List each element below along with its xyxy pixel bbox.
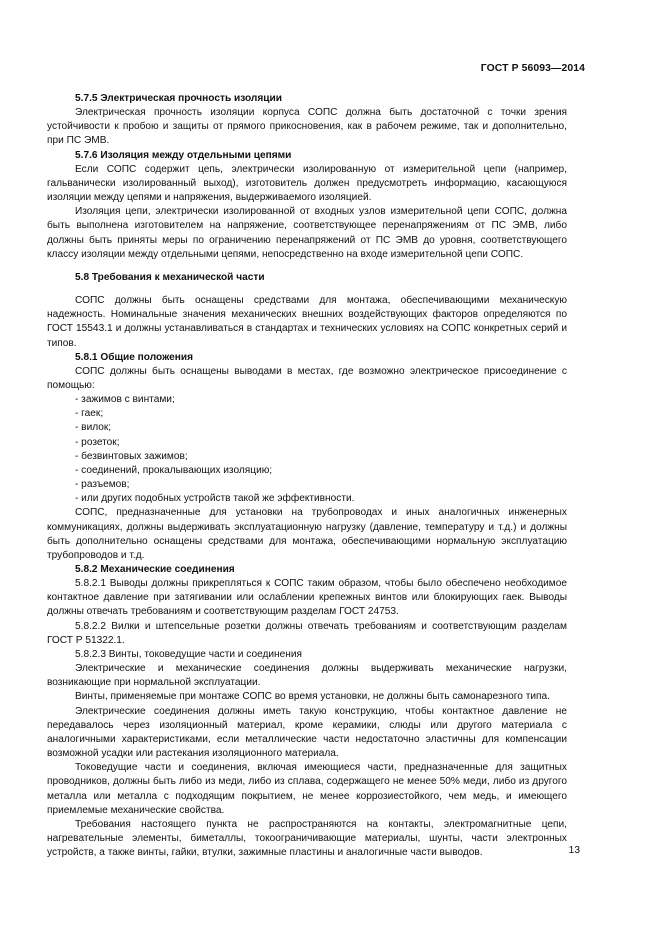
paragraph: СОПС должны быть оснащены средствами для монтажа, обеспечивающими механическую надежность. Номинальные значения механических внешних воздействующих факторов определяются по ГОСТ 15543.1 и должны устанавливаться в стандартах и технических условиях на СОПС конкретных серий и типов. [47, 295, 567, 349]
paragraph: Если СОПС содержит цепь, электрически изолированную от измерительной цепи (например, гальванически изолированный выход), изготовитель должен предусмотреть информацию, касающуюся изоляции между цепями и напряжения, выдерживаемого изоляцией. [47, 163, 567, 204]
section-heading-5-8: 5.8 Требования к механической части [75, 271, 265, 283]
list-item: - или других подобных устройств такой же эффективности. [75, 493, 355, 505]
paragraph: Токоведущие части и соединения, включая имеющиеся части, предназначенные для защитных проводников, должны быть либо из меди, либо из сплава, содержащего не менее 50% меди, либо из другого металла или металла с подходящим покрытием, не менее коррозиестойкого, чем медь, и имеющего приемлемые механические свойства. [47, 762, 567, 816]
list-item: - безвинтовых зажимов; [75, 450, 188, 462]
paragraph: Изоляция цепи, электрически изолированной от входных узлов измерительной цепи СОПС, должна быть выполнена изготовителем на напряжение, соответствующее перенапряжениям от ПС ЭМВ, либо должны быть приняты меры по ограничению перенапряжений от ПС ЭМВ до уровня, соответствующего классу изоляции между отдельными цепями, непосредственно на входе измерительной цепи СОПС. [47, 206, 567, 260]
paragraph: 5.8.2.3 Винты, токоведущие части и соединения [75, 648, 302, 660]
paragraph: Электрические и механические соединения должны выдерживать механические нагрузки, возникающие при нормальной эксплуатации. [47, 663, 567, 689]
section-heading-5-8-1: 5.8.1 Общие положения [75, 351, 193, 363]
standard-designation: ГОСТ Р 56093—2014 [480, 63, 585, 74]
section-heading-5-7-5: 5.7.5 Электрическая прочность изоляции [75, 93, 282, 104]
list-item: - вилок; [75, 422, 112, 434]
paragraph: Электрические соединения должны иметь такую конструкцию, чтобы контактное давление не передавалось через изоляционный материал, кроме керамики, слюды или другого материала с аналогичными характеристиками, если металлические части недостаточно эластичны для компенсации возможной усадки или растекания изоляционного материала. [47, 705, 567, 760]
paragraph: СОПС, предназначенные для установки на трубопроводах и иных аналогичных инженерных коммуникациях, должны выдерживать эксплуатационную нагрузку (давление, температуру и т.д.) и должны быть дополнительно оснащены средствами для монтажа, обеспечивающими нормальную эксплуатацию трубопроводов и т.д. [47, 507, 567, 561]
paragraph: Электрическая прочность изоляции корпуса СОПС должна быть достаточной с точки зрения устойчивости к пробою и защиты от прямого прикосновения, как в рабочем режиме, так и дополнительно, при ПС ЭМВ. [47, 107, 567, 147]
section-heading-5-8-2: 5.8.2 Механические соединения [75, 564, 235, 575]
paragraph: Требования настоящего пункта не распространяются на контакты, электромагнитные цепи, нагревательные элементы, биметаллы, токоограничивающие материалы, шунты, части электронных устройств, а также винты, гайки, втулки, зажимные пластины и аналогичные части выводов. [47, 818, 567, 859]
section-heading-5-7-6: 5.7.6 Изоляция между отдельными цепями [75, 149, 292, 161]
paragraph: Винты, применяемые при монтаже СОПС во время установки, не должны быть самонарезного типа. [75, 691, 550, 703]
list-item: - зажимов с винтами; [75, 394, 175, 406]
paragraph: СОПС должны быть оснащены выводами в местах, где возможно электрическое присоединение с помощью: [47, 365, 567, 391]
page-body [47, 92, 567, 860]
paragraph: 5.8.2.2 Вилки и штепсельные розетки должны отвечать требованиям и соответствующим разделам ГОСТ Р 51322.1. [47, 620, 567, 646]
list-item: - соединений, прокалывающих изоляцию; [75, 464, 273, 476]
paragraph: 5.8.2.1 Выводы должны прикрепляться к СОПС таким образом, чтобы было обеспечено необходимое контактное давление при затягивании или ослаблении крепежных винтов или блокирующих гаек. Выводы должны отвечать требованиям и соответствующим разделам ГОСТ 24753. [47, 578, 567, 618]
list-item: - разъемов; [75, 479, 130, 491]
list-item: - гаек; [75, 408, 104, 420]
page-number: 13 [568, 845, 580, 856]
list-item: - розеток; [75, 436, 120, 448]
